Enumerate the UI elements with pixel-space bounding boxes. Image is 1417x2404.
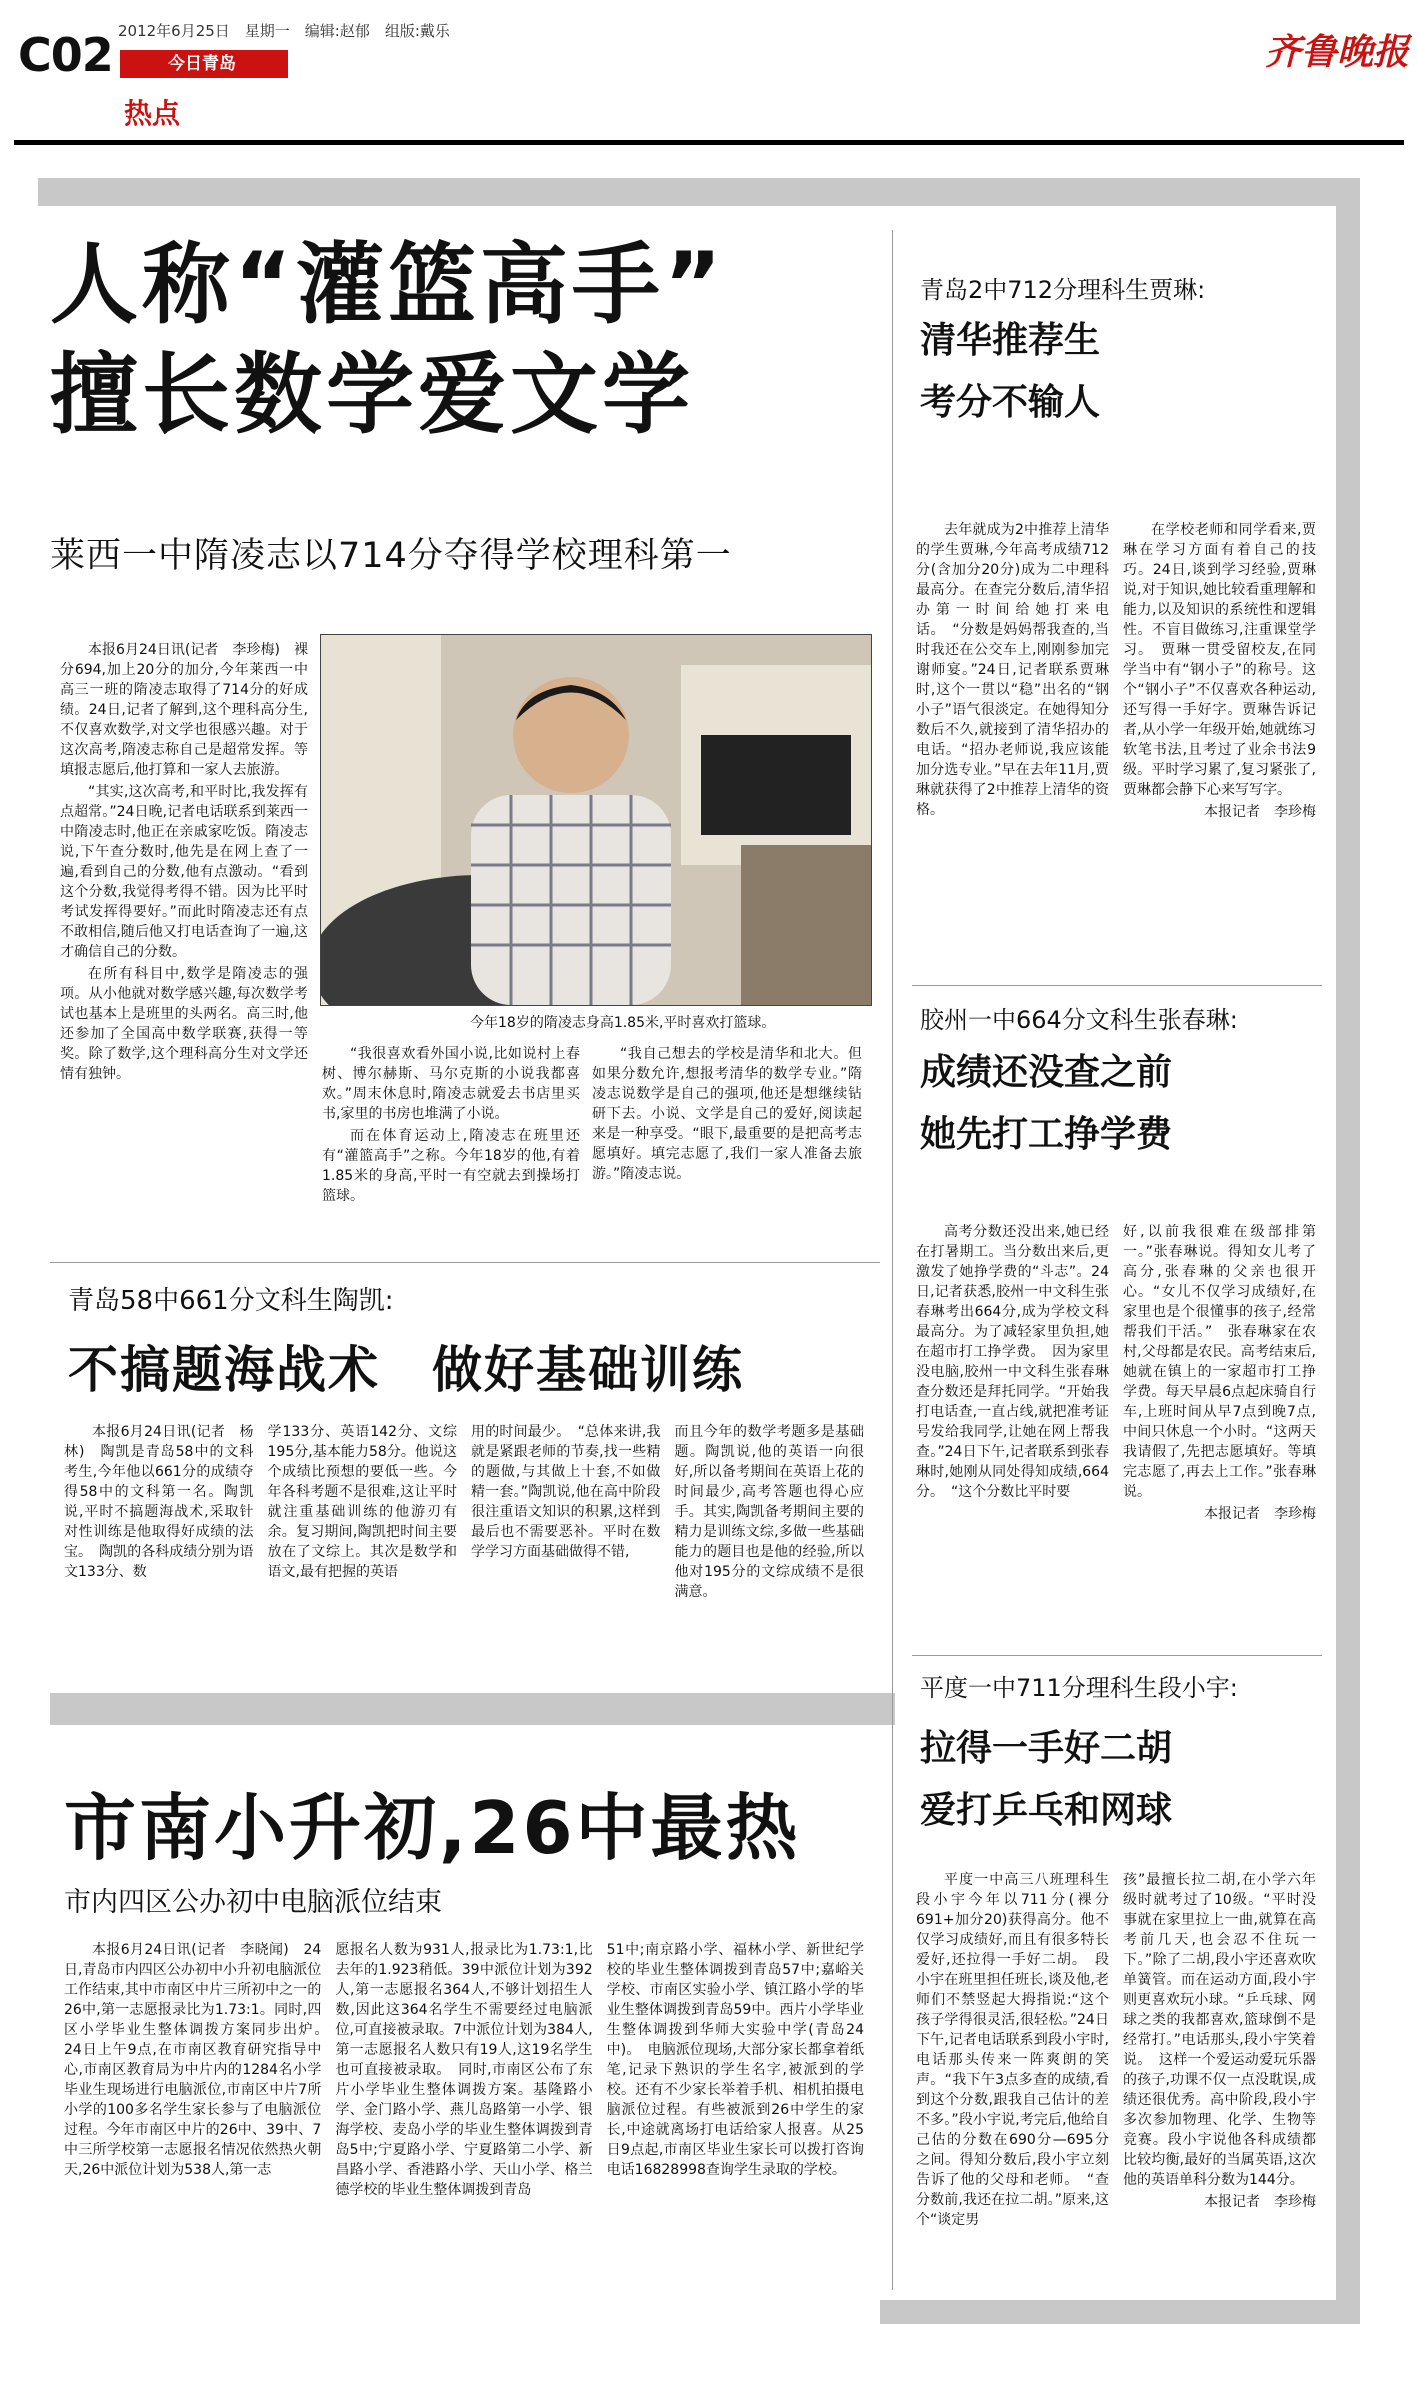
lead-left-column <box>60 640 308 1084</box>
south-headline: 市南小升初,26中最热 <box>64 1786 801 1870</box>
south-col-1 <box>64 1940 336 2202</box>
tao-col-3 <box>471 1422 661 1604</box>
jia-text-2: 在学校老师和同学看来,贾琳在学习方面有着自己的技巧。24日,谈到学习经验,贾琳说,对于知识,她比较看重理解和能力,以及知识的系统性和逻辑性。不盲目做练习,注重课堂学习。 贾琳一贯受留校友,在同学当中有“钢小子”的称号。这个“钢小子”不仅喜欢各种运动,还写得一手好字。贾琳告诉记者,从小学一年级开始,她就练习软笔书法,且考过了业余书法9级。平时学习累了,复习紧张了,贾琳都会静下心来写写字。 <box>1123 522 1316 798</box>
section-tab-label: 今日青岛 <box>168 54 236 74</box>
zhang-kicker: 胶州一中664分文科生张春琳: <box>920 1006 1238 1034</box>
tao-text-4: 而且今年的数学考题多是基础题。陶凯说,他的英语一向很好,所以备考期间在英语上花的时间最少,高考答题也得心应手。其实,陶凯备考期间主要的精力是训练文综,多做一些基础能力的题目也是他的经验,所以他对195分的文综成绩不是很满意。 <box>674 1424 864 1600</box>
jia-byline: 本报记者 李珍梅 <box>1204 804 1316 820</box>
south-body <box>64 1940 864 2202</box>
lead-para-6: “我自己想去的学校是清华和北大。但如果分数允许,想报考清华的数学专业。”隋凌志说数学是自己的强项,他还是想继续钻研下去。小说、文学是自己的爱好,阅读起来是一种享受。“眼下,最重要的是把高考志愿填好。填完志愿了,我们一家人准备去旅游。”隋凌志说。 <box>592 1046 862 1182</box>
zhang-text-1: 高考分数还没出来,她已经在打暑期工。当分数出来后,更激发了她挣学费的“斗志”。24日,记者获悉,胶州一中文科生张春琳考出664分,成为学校文科最高分。为了减轻家里负担,她在超市打工挣学费。 因为家里没电脑,胶州一中文科生张春琳查分数还是拜托同学。“开始我打电话查,一直占线,就把准考证号发给我同学,让她在网上帮我查。”24日下午,记者联系到张春琳时,她刚从同处得知成绩,664分。 “这个分数比平时要 <box>916 1224 1109 1500</box>
lead-headline-line1: 人称“灌篮高手” <box>50 233 726 336</box>
south-text-2: 愿报名人数为931人,报录比为1.73:1,比去年的1.923稍低。39中派位计划为392人,第一志愿报名364人,不够计划招生人数,因此这364名学生不需要经过电脑派位,可直接被录取。7中派位计划为384人,第一志愿报名人数只有19人,这19名学生也可直接被录取。 同时,市南区公布了东片小学毕业生整体调拨方案。基隆路小学、金门路小学、燕儿岛路第一小学、银海学校、麦岛小学的毕业生整体调拨到青岛5中;宁夏路小学、宁夏路第二小学、新昌路小学、香港路小学、天山小学、格兰德学校的毕业生整体调拨到青岛 <box>335 1942 593 2198</box>
tao-col-2 <box>268 1422 458 1604</box>
lead-mid-column <box>322 1044 580 1206</box>
south-subhead: 市内四区公办初中电脑派位结束 <box>64 1887 442 1918</box>
zhang-body <box>916 1222 1316 1524</box>
tao-text-3: 用的时间最少。 “总体来讲,我就是紧跟老师的节奏,找一些精的题做,与其做上十套,不如做精一套。”陶凯说,他在高中阶段很注重语文知识的积累,这样到最后也不需要恶补。平时在数学学习方面基础做得不错, <box>471 1424 661 1560</box>
lead-frame-top <box>38 178 1360 206</box>
tao-body <box>64 1422 864 1604</box>
jia-headline <box>920 310 1100 434</box>
south-col-3 <box>607 1940 864 2202</box>
zhang-headline <box>920 1042 1172 1166</box>
tao-col-1 <box>64 1422 254 1604</box>
section-title: 热点 <box>124 97 181 130</box>
tao-col-4 <box>675 1422 865 1604</box>
issue-meta: 2012年6月25日 星期一 编辑:赵郁 组版:戴乐 <box>118 22 450 40</box>
lead-headline <box>50 230 870 450</box>
zhang-col-2 <box>1123 1222 1316 1524</box>
lead-photo <box>320 634 872 1006</box>
jia-col-1 <box>916 520 1109 822</box>
lead-para-1: 本报6月24日讯(记者 李珍梅) 裸分694,加上20分的加分,今年莱西一中高三一班的隋凌志取得了714分的好成绩。24日,记者了解到,这个理科高分生,不仅喜欢数学,对文学也很感兴趣。对于这次高考,隋凌志称自己是超常发挥。等填报志愿后,他打算和一家人去旅游。 <box>60 642 308 778</box>
tao-text-1: 本报6月24日讯(记者 杨林) 陶凯是青岛58中的文科考生,今年他以661分的成绩夺得58中的文科第一名。陶凯说,平时不搞题海战术,采取针对性训练是他取得好成绩的法宝。 陶凯的各科成绩分别为语文133分、数 <box>64 1424 254 1580</box>
page-code: C02 <box>18 28 113 82</box>
tao-headline: 不搞题海战术 做好基础训练 <box>68 1341 744 1399</box>
right-frame-bottom <box>880 2300 1360 2324</box>
main-divider <box>50 1262 880 1263</box>
duan-headline <box>920 1718 1172 1842</box>
lead-para-4: “我很喜欢看外国小说,比如说村上春树、博尔赫斯、马尔克斯的小说我都喜欢。”周末休息时,隋凌志就爱去书店里买书,家里的书房也堆满了小说。 <box>322 1046 580 1122</box>
lead-para-3: 在所有科目中,数学是隋凌志的强项。从小他就对数学感兴趣,每次数学考试也基本上是班里的头两名。高三时,他还参加了全国高中数学联赛,获得一等奖。除了数学,这个理科高分生对文学还情有独钟。 <box>60 966 308 1082</box>
jia-body <box>916 520 1316 822</box>
lead-headline-line2: 擅长数学爱文学 <box>50 343 695 446</box>
duan-byline: 本报记者 李珍梅 <box>1204 2194 1316 2210</box>
lead-photo-caption: 今年18岁的隋凌志身高1.85米,平时喜欢打篮球。 <box>470 1015 776 1031</box>
duan-col-2 <box>1123 1870 1316 2232</box>
student-photo-illustration <box>321 635 871 1005</box>
lead-para-2: “其实,这次高考,和平时比,我发挥有点超常。”24日晚,记者电话联系到莱西一中隋凌志时,他正在亲戚家吃饭。隋凌志说,下午查分数时,他先是在网上查了一遍,看到自己的分数,他有点激动。“看到这个分数,我觉得考得不错。因为比平时考试发挥得要好。”而此时隋凌志还有点不敢相信,随后他又打电话查询了一遍,这才确信自己的分数。 <box>60 784 308 960</box>
right-divider-2 <box>912 1655 1322 1656</box>
jia-headline-line1: 清华推荐生 <box>920 320 1101 361</box>
column-divider <box>892 230 893 2290</box>
right-divider-1 <box>912 985 1322 986</box>
zhang-headline-line1: 成绩还没查之前 <box>920 1052 1173 1093</box>
tao-text-2: 学133分、英语142分、文综195分,基本能力58分。他说这个成绩比预想的要低一些。今年各科考题不是很难,这让平时就注重基础训练的他游刃有余。复习期间,陶凯把时间主要放在了文综上。其次是数学和语文,最有把握的英语 <box>267 1424 457 1580</box>
south-frame-top <box>50 1693 895 1725</box>
zhang-byline: 本报记者 李珍梅 <box>1204 1506 1316 1522</box>
zhang-text-2: 好,以前我很难在级部排第一。”张春琳说。得知女儿考了高分,张春琳的父亲也很开心。“女儿不仅学习成绩好,在家里也是个很懂事的孩子,经常帮我们干活。” 张春琳家在农村,父母都是农民。高考结束后,她就在镇上的一家超市打工挣学费。每天早晨6点起床骑自行车,上班时间从早7点到晚7点,中间只休息一个小时。“这两天我请假了,先把志愿填好。等填完志愿了,再去上工作。”张春琳说。 <box>1123 1224 1316 1500</box>
duan-col-1 <box>916 1870 1109 2232</box>
duan-headline-line2: 爱打乒乓和网球 <box>920 1790 1173 1831</box>
section-tab <box>120 50 288 78</box>
jia-col-2 <box>1123 520 1316 822</box>
tao-kicker: 青岛58中661分文科生陶凯: <box>68 1286 394 1316</box>
jia-kicker: 青岛2中712分理科生贾琳: <box>920 276 1206 304</box>
lead-subhead: 莱西一中隋凌志以714分夺得学校理科第一 <box>50 536 732 576</box>
south-text-1: 本报6月24日讯(记者 李晓闻) 24日,青岛市内四区公办初中小升初电脑派位工作结束,其中市南区中片三所初中之一的26中,第一志愿报录比为1.73:1。同时,四区小学毕业生整体调拨方案同步出炉。 24日上午9点,在市南区教育研究指导中心,市南区教育局为中片内的1284名小学毕业生现场进行电脑派位,市南区中片7所小学的100多名学生家长参与了电脑派位过程。今年市南区中片的26中、39中、7中三所学校第一志愿报名情况依然热火朝天,26中派位计划为538人,第一志 <box>64 1942 336 2178</box>
duan-headline-line1: 拉得一手好二胡 <box>920 1728 1173 1769</box>
jia-text-1: 去年就成为2中推荐上清华的学生贾琳,今年高考成绩712分(含加分20分)成为二中理科最高分。在查完分数后,清华招办第一时间给她打来电话。 “分数是妈妈帮我查的,当时我还在公交车上,刚刚参加完谢师宴。”24日,记者联系贾琳时,这个一贯以“稳”出名的“钢小子”语气很淡定。在她得知分数后不久,就接到了清华招办的电话。“招办老师说,我应该能加分选专业。”早在去年11月,贾琳就获得了2中推荐上清华的资格。 <box>916 522 1109 818</box>
jia-headline-line2: 考分不输人 <box>920 382 1101 423</box>
lead-frame-right <box>1336 178 1360 2323</box>
lead-right-column <box>592 1044 862 1184</box>
south-text-3: 51中;南京路小学、福林小学、新世纪学校的毕业生整体调拨到青岛57中;嘉峪关学校、市南区实验小学、镇江路小学的毕业生整体调拨到青岛59中。西片小学毕业生整体调拨到华师大实验中学(青岛24中)。 电脑派位现场,大部分家长都拿着纸笔,记录下熟识的学生名字,被派到的学校。还有不少家长举着手机、相机拍摄电脑派位过程。有些被派到26中学生的家长,中途就离场打电话给家人报喜。从25日9点起,市南区毕业生家长可以拨打咨询电话16828998查询学生录取的学校。 <box>606 1942 864 2178</box>
south-col-2 <box>335 1940 592 2202</box>
brand-logo: 齐鲁晚报 <box>1265 31 1410 73</box>
duan-kicker: 平度一中711分理科生段小宇: <box>920 1674 1238 1702</box>
duan-body <box>916 1870 1316 2232</box>
duan-text-1: 平度一中高三八班理科生段小宇今年以711分(裸分691+加分20)获得高分。他不仅学习成绩好,而且有很多特长爱好,还拉得一手好二胡。 段小宇在班里担任班长,谈及他,老师们不禁竖起大拇指说:“这个孩子学得很灵活,很轻松。”24日下午,记者电话联系到段小宇时,电话那头传来一阵爽朗的笑声。“我下午3点多查的成绩,看到这个分数,跟我自己估计的差不多。”段小宇说,考完后,他给自己估的分数在690分—695分之间。得知分数后,段小宇立刻告诉了他的父母和老师。 “查分数前,我还在拉二胡。”原来,这个“谈定男 <box>916 1872 1109 2228</box>
zhang-col-1 <box>916 1222 1109 1524</box>
masthead-rule <box>14 140 1404 145</box>
zhang-headline-line2: 她先打工挣学费 <box>920 1114 1173 1155</box>
duan-text-2: 孩”最擅长拉二胡,在小学六年级时就考过了10级。“平时没事就在家里拉上一曲,就算在高考前几天,也会忍不住玩一下。”除了二胡,段小宇还喜欢吹单簧管。而在运动方面,段小宇则更喜欢玩小球。“乒乓球、网球之类的我都喜欢,篮球倒不是经常打。”电话那头,段小宇笑着说。 这样一个爱运动爱玩乐器的孩子,功课不仅一点没耽误,成绩还很优秀。高中阶段,段小宇多次参加物理、化学、生物等竞赛。段小宇说他各科成绩都比较均衡,最好的当属英语,这次他的英语单科分数为144分。 <box>1123 1872 1316 2188</box>
lead-para-5: 而在体育运动上,隋凌志在班里还有“灌篮高手”之称。今年18岁的他,有着1.85米的身高,平时一有空就去到操场打篮球。 <box>322 1128 580 1204</box>
